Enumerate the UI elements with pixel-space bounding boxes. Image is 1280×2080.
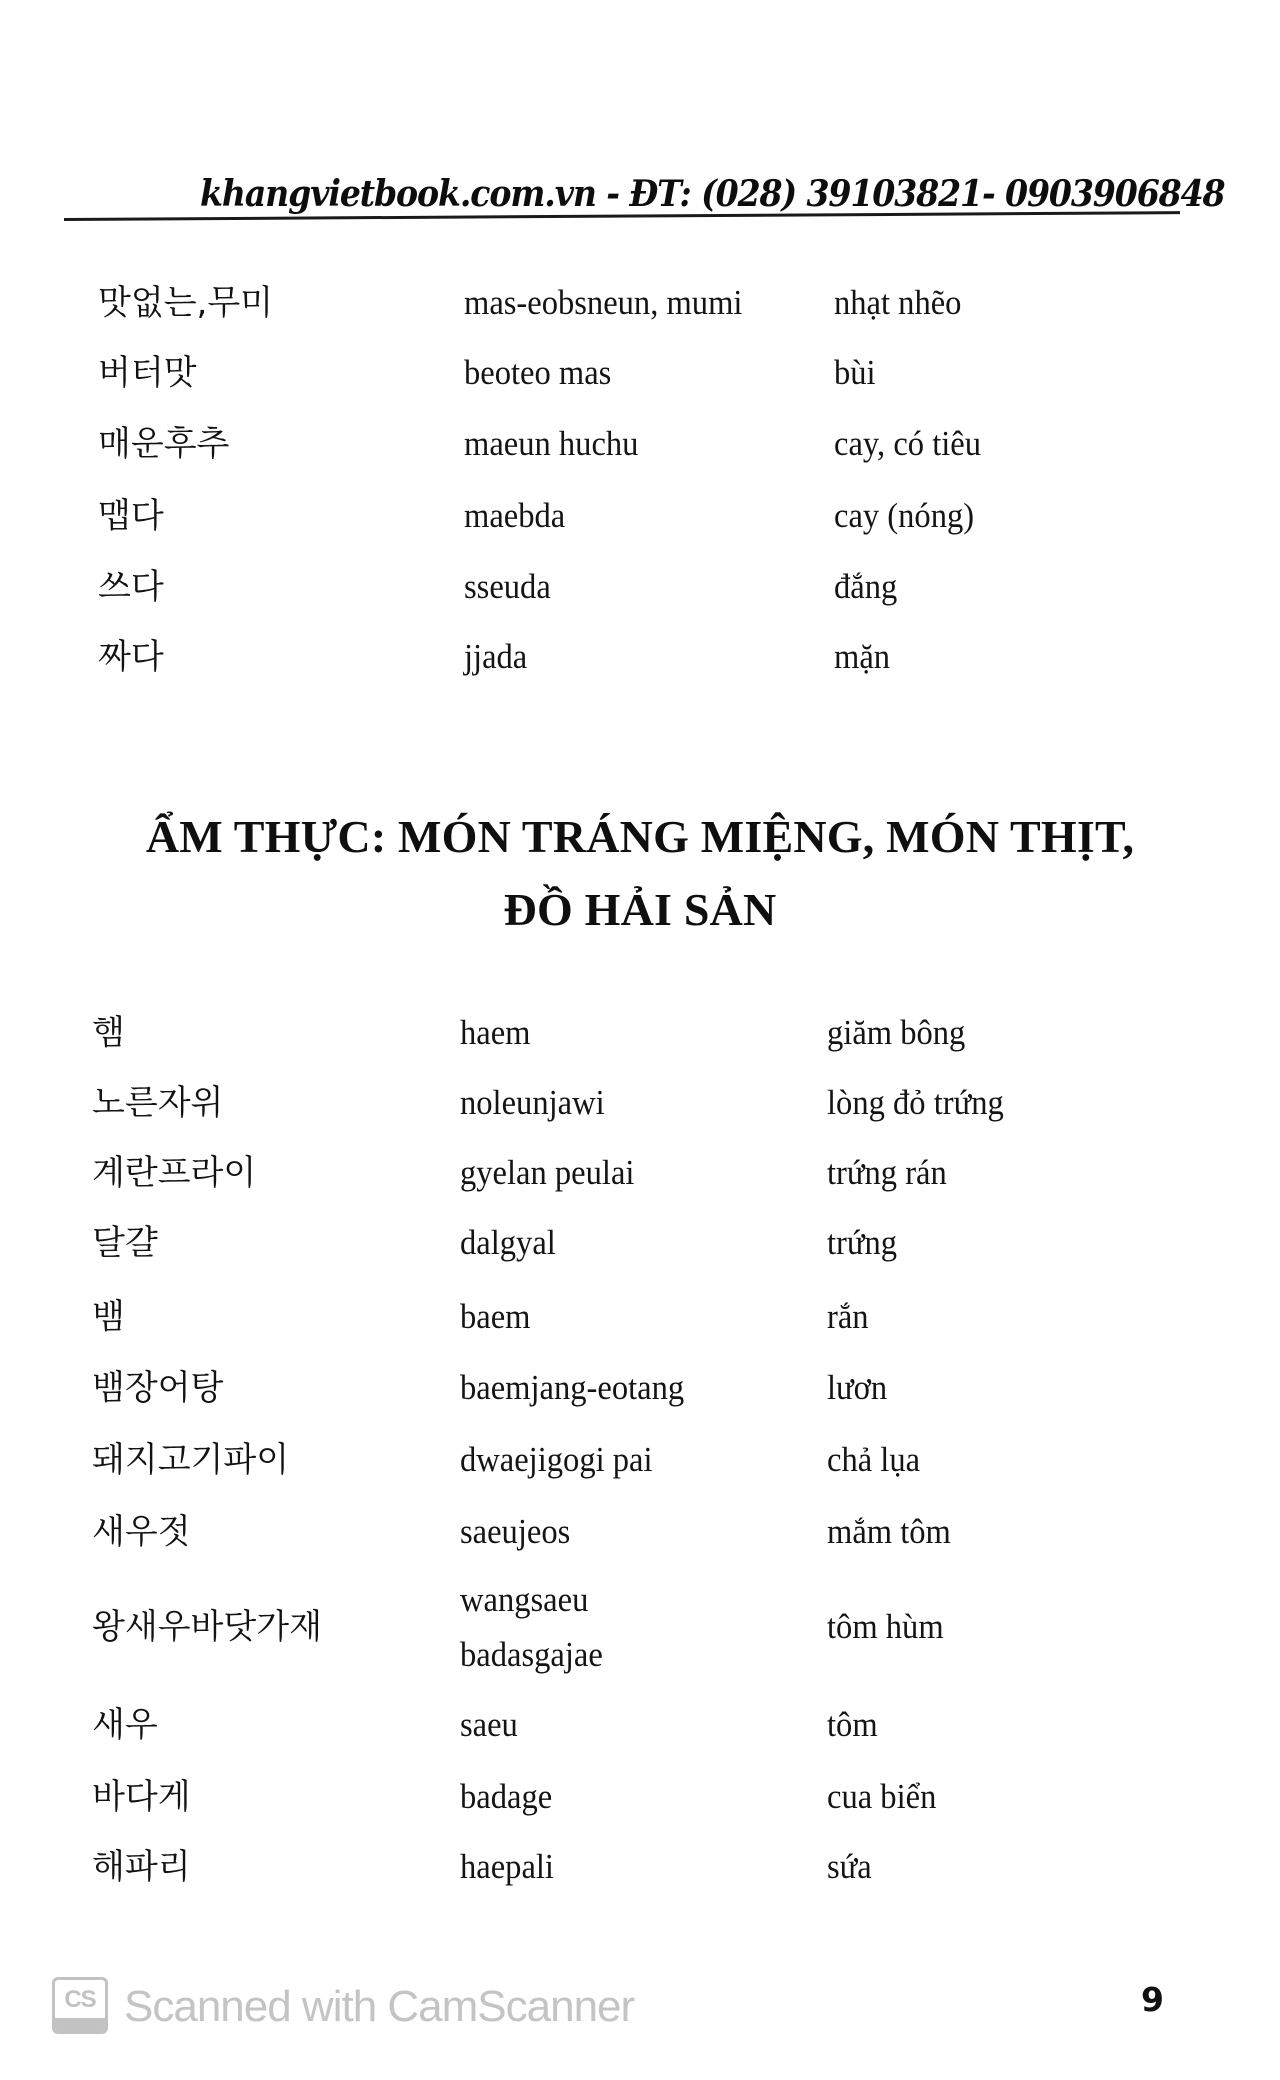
- korean-term: 바다게: [92, 1777, 191, 1817]
- korean-term: 새우: [92, 1705, 158, 1745]
- romanization-line-1: wangsaeu: [460, 1580, 589, 1619]
- korean-term: 버터맛: [98, 353, 197, 393]
- romanization: dwaejigogi pai: [460, 1440, 653, 1479]
- table-row: [0, 348, 1280, 398]
- vietnamese-meaning: sứa: [827, 1847, 872, 1886]
- vietnamese-meaning: lươn: [827, 1368, 888, 1407]
- korean-term: 계란프라이: [92, 1153, 257, 1193]
- table-row: [0, 1772, 1280, 1822]
- vietnamese-meaning: mắm tôm: [827, 1512, 951, 1551]
- romanization: sseuda: [464, 567, 551, 606]
- vietnamese-meaning: cay (nóng): [834, 496, 975, 535]
- vietnamese-meaning: mặn: [834, 637, 891, 676]
- vietnamese-meaning: tôm: [827, 1705, 878, 1744]
- section-title-line-2: ĐỒ HẢI SẢN: [503, 884, 777, 935]
- korean-term: 맵다: [98, 496, 164, 536]
- camscanner-logo-icon: [52, 1977, 108, 2034]
- page-number: 9: [1141, 1980, 1164, 2019]
- vietnamese-meaning: chả lụa: [827, 1440, 921, 1479]
- vietnamese-meaning: nhạt nhẽo: [834, 283, 962, 322]
- camscanner-logo-band: [55, 2018, 105, 2031]
- romanization: badage: [460, 1777, 553, 1816]
- vietnamese-meaning: bùi: [834, 353, 876, 392]
- vietnamese-meaning: cay, có tiêu: [834, 424, 982, 463]
- table-row: [0, 1218, 1280, 1268]
- romanization: baem: [460, 1297, 531, 1336]
- korean-term: 달걀: [92, 1223, 158, 1263]
- table-row: [0, 632, 1280, 682]
- romanization: saeujeos: [460, 1512, 571, 1551]
- korean-term: 노른자위: [92, 1083, 224, 1123]
- table-row: [0, 1078, 1280, 1128]
- table-row: [0, 1148, 1280, 1198]
- section-title-line-1: ẨM THỰC: MÓN TRÁNG MIỆNG, MÓN THỊT,: [145, 811, 1135, 862]
- vietnamese-meaning: lòng đỏ trứng: [827, 1083, 1004, 1122]
- korean-term: 해파리: [92, 1847, 191, 1887]
- table-row: [0, 562, 1280, 612]
- running-header: khangvietbook.com.vn - ĐT: (028) 39103821- 0903906848: [200, 173, 1225, 215]
- vietnamese-meaning: rắn: [827, 1297, 869, 1336]
- table-row: [0, 1700, 1280, 1750]
- romanization: gyelan peulai: [460, 1153, 635, 1192]
- korean-term: 짜다: [98, 637, 164, 677]
- table-row: [0, 1008, 1280, 1058]
- table-row: [0, 1292, 1280, 1342]
- korean-term: 뱀: [92, 1297, 125, 1337]
- vietnamese-meaning: trứng: [827, 1223, 898, 1262]
- table-row: [0, 1435, 1280, 1485]
- romanization: beoteo mas: [464, 353, 612, 392]
- romanization: haepali: [460, 1847, 554, 1886]
- korean-term: 쓰다: [98, 567, 164, 607]
- scanner-watermark: Scanned with CamScanner: [124, 1982, 635, 2031]
- korean-term: 뱀장어탕: [92, 1368, 224, 1408]
- section-title: [100, 800, 1180, 946]
- romanization: maebda: [464, 496, 566, 535]
- romanization-line-2: badasgajae: [460, 1635, 603, 1674]
- romanization: jjada: [464, 637, 528, 676]
- romanization: noleunjawi: [460, 1083, 605, 1122]
- korean-term: 새우젓: [92, 1512, 191, 1552]
- table-row: [0, 1363, 1280, 1413]
- romanization: haem: [460, 1013, 531, 1052]
- vietnamese-meaning: giăm bông: [827, 1013, 966, 1052]
- vietnamese-meaning: tôm hùm: [827, 1607, 944, 1646]
- camscanner-logo-text: CS: [64, 1986, 96, 2013]
- table-row: [0, 1507, 1280, 1557]
- vietnamese-meaning: trứng rán: [827, 1153, 947, 1192]
- romanization: [460, 1572, 603, 1682]
- romanization: mas-eobsneun, mumi: [464, 283, 743, 322]
- vietnamese-meaning: đắng: [834, 567, 898, 606]
- romanization: dalgyal: [460, 1223, 556, 1262]
- vietnamese-meaning: cua biển: [827, 1777, 937, 1816]
- table-row: [0, 1842, 1280, 1892]
- korean-term: 햄: [92, 1013, 125, 1053]
- romanization: saeu: [460, 1705, 518, 1744]
- korean-term: 매운후추: [98, 424, 230, 464]
- table-row: [0, 419, 1280, 469]
- korean-term: 맛없는,무미: [98, 283, 274, 323]
- korean-term: 돼지고기파이: [92, 1440, 290, 1480]
- table-row: [0, 491, 1280, 541]
- table-row: [0, 278, 1280, 328]
- korean-term: 왕새우바닷가재: [92, 1607, 322, 1647]
- table-row: [0, 1580, 1280, 1674]
- romanization: baemjang-eotang: [460, 1368, 685, 1407]
- romanization: maeun huchu: [464, 424, 639, 463]
